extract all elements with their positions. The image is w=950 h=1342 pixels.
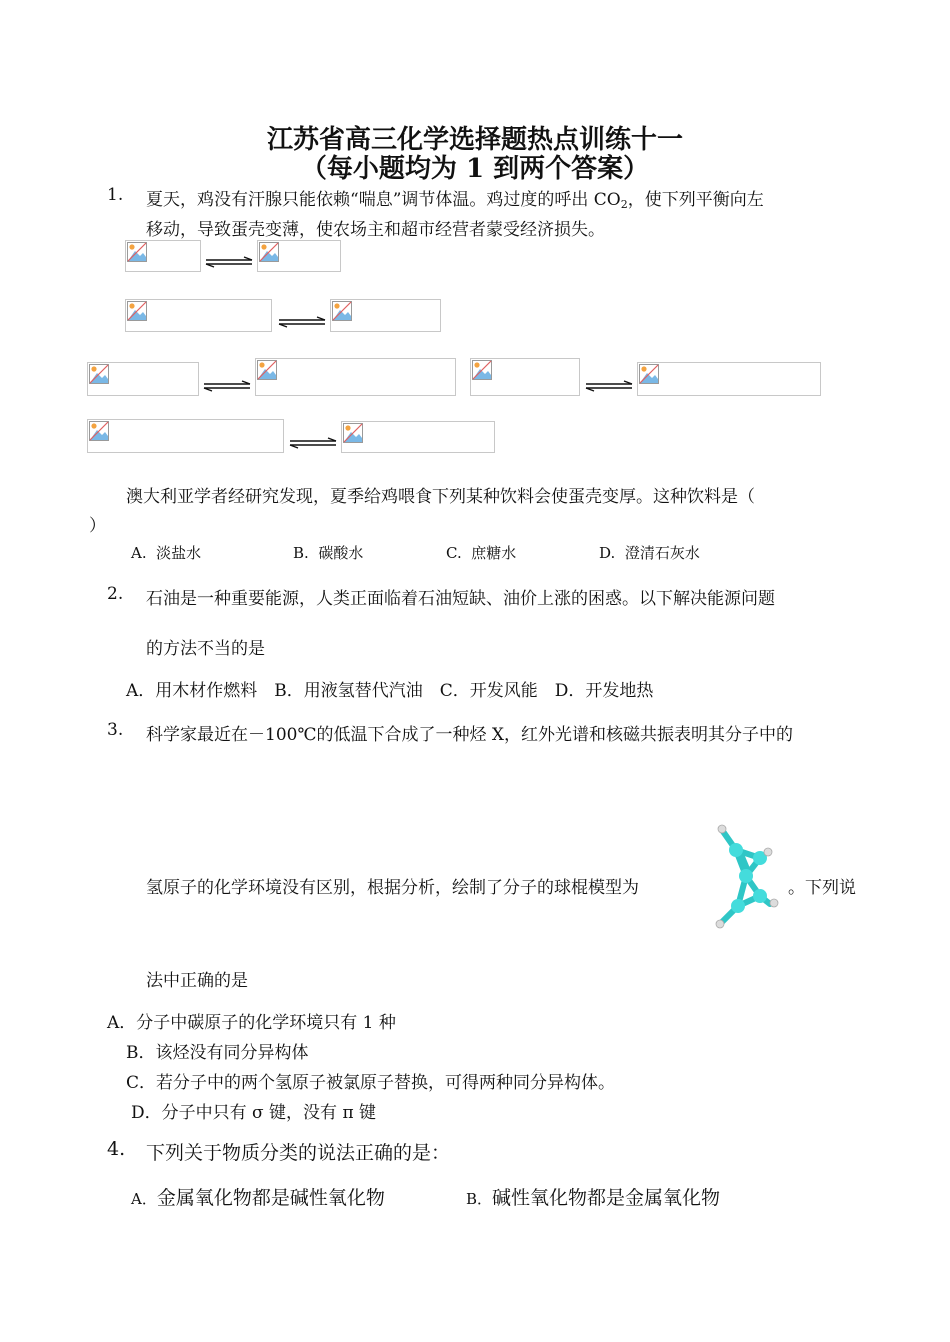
q3-text-line2b: 。下列说 xyxy=(788,878,856,898)
equation-image xyxy=(330,299,441,332)
q3-option-d: D．分子中只有 σ 键，没有 π 键 xyxy=(131,1103,377,1123)
page-title: 江苏省高三化学选择题热点训练十一 xyxy=(266,125,683,155)
broken-image-icon xyxy=(332,301,352,321)
equilibrium-arrow-icon xyxy=(583,380,635,392)
broken-image-icon xyxy=(127,242,147,262)
q1-text-part-b: ，使下列平衡向左 xyxy=(627,190,764,210)
equation-image xyxy=(125,299,272,332)
q2-number: 2. xyxy=(107,584,124,604)
q3-option-c: C．若分子中的两个氢原子被氯原子替换，可得两种同分异构体。 xyxy=(126,1073,616,1093)
q1-text-part-a: 夏天，鸡没有汗腺只能依赖“喘息”调节体温。鸡过度的呼出 CO xyxy=(146,190,621,210)
q3-text-line1: 科学家最近在－100℃的低温下合成了一种烃 X，红外光谱和核磁共振表明其分子中的 xyxy=(146,725,793,745)
q3-number: 3. xyxy=(107,720,124,740)
q4-option-b: B．碱性氧化物都是金属氧化物 xyxy=(466,1187,721,1209)
broken-image-icon xyxy=(343,423,363,443)
broken-image-icon xyxy=(127,301,147,321)
q2-text-line1: 石油是一种重要能源，人类正面临着石油短缺、油价上涨的困惑。以下解决能源问题 xyxy=(146,589,775,609)
broken-image-icon xyxy=(639,364,659,384)
equilibrium-arrow-icon xyxy=(203,256,255,268)
q1-option-d: D. 澄清石灰水 xyxy=(599,544,700,562)
ball-and-stick-model xyxy=(708,818,788,933)
broken-image-icon xyxy=(259,242,279,262)
broken-image-icon xyxy=(89,421,109,441)
q3-text-line2a: 氢原子的化学环境没有区别，根据分析，绘制了分子的球棍模型为 xyxy=(146,878,639,898)
q3-option-a: A．分子中碳原子的化学环境只有 1 种 xyxy=(107,1013,396,1033)
equation-image xyxy=(637,362,821,396)
co2-subscript: 2 xyxy=(620,198,628,211)
q1-question-line1: 澳大利亚学者经研究发现，夏季给鸡喂食下列某种饮料会使蛋壳变厚。这种饮料是（ xyxy=(126,487,755,507)
equation-image xyxy=(341,421,495,453)
q1-option-a: A. 淡盐水 xyxy=(131,544,202,562)
broken-image-icon xyxy=(257,360,277,380)
equilibrium-arrow-icon xyxy=(201,380,253,392)
q1-number: 1. xyxy=(107,185,124,205)
q1-text-line2: 移动，导致蛋壳变薄，使农场主和超市经营者蒙受经济损失。 xyxy=(146,220,605,240)
q4-text: 下列关于物质分类的说法正确的是： xyxy=(146,1142,451,1164)
equation-image xyxy=(257,240,341,272)
q4-number: 4. xyxy=(107,1138,126,1160)
equation-image xyxy=(87,419,284,453)
q3-text-line3: 法中正确的是 xyxy=(146,971,248,991)
equation-image xyxy=(470,358,580,396)
q1-question-line2: ） xyxy=(89,516,106,536)
equation-image xyxy=(255,358,456,396)
equilibrium-arrow-icon xyxy=(276,316,328,328)
broken-image-icon xyxy=(472,360,492,380)
q2-text-line2: 的方法不当的是 xyxy=(146,639,265,659)
equation-image xyxy=(87,362,199,396)
q1-text-line1 xyxy=(146,185,764,211)
equilibrium-arrow-icon xyxy=(287,437,339,449)
q3-option-b: B．该烃没有同分异构体 xyxy=(126,1043,309,1063)
page-subtitle: （每小题均为 1 到两个答案） xyxy=(300,154,650,184)
q1-option-c: C. 庶糖水 xyxy=(446,544,517,562)
q1-option-b: B. 碳酸水 xyxy=(293,544,364,562)
equation-image xyxy=(125,240,201,272)
broken-image-icon xyxy=(89,364,109,384)
q4-option-a: A．金属氧化物都是碱性氧化物 xyxy=(131,1187,385,1209)
q2-options: A．用木材作燃料 B．用液氢替代汽油 C．开发风能 D．开发地热 xyxy=(126,681,654,701)
